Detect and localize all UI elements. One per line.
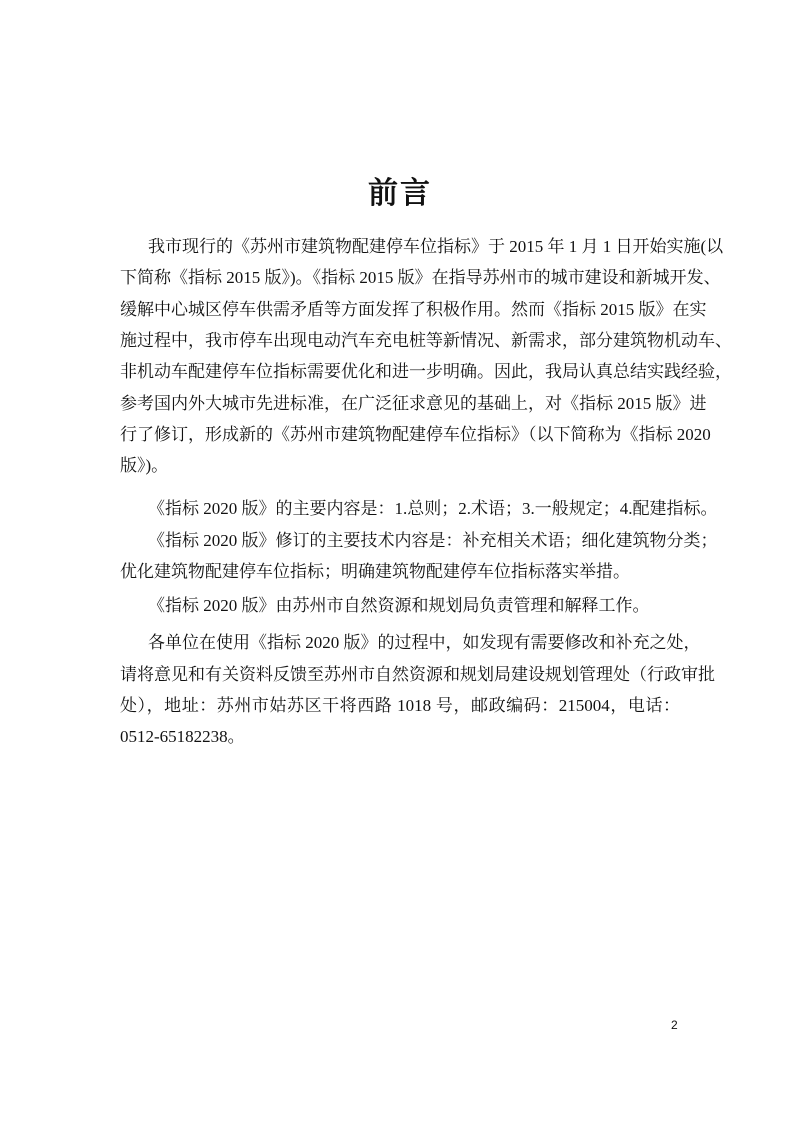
text-line: 下简称《指标 2015 版》)。《指标 2015 版》在指导苏州市的城市建设和新城开发、 xyxy=(120,268,721,287)
text-line: 《指标 2020 版》修订的主要技术内容是：补充相关术语；细化建筑物分类； xyxy=(148,531,718,550)
page-number: 2 xyxy=(671,1018,678,1032)
text-line: 各单位在使用《指标 2020 版》的过程中，如发现有需要修改和补充之处， xyxy=(148,633,701,652)
text-line: 《指标 2020 版》的主要内容是：1.总则；2.术语；3.一般规定；4.配建指标。 xyxy=(148,499,718,518)
text-line: 缓解中心城区停车供需矛盾等方面发挥了积极作用。然而《指标 2015 版》在实 xyxy=(120,300,707,319)
text-line: 0512-65182238。 xyxy=(120,727,245,746)
text-line: 行了修订，形成新的《苏州市建筑物配建停车位指标》（以下简称为《指标 2020 xyxy=(120,425,711,444)
text-line: 参考国内外大城市先进标准，在广泛征求意见的基础上，对《指标 2015 版》进 xyxy=(120,394,707,413)
page-title: 前言 xyxy=(368,176,432,211)
text-line: 请将意见和有关资料反馈至苏州市自然资源和规划局建设规划管理处（行政审批 xyxy=(120,665,715,684)
text-line: 处），地址：苏州市姑苏区干将西路 1018 号，邮政编码：215004，电话： xyxy=(120,696,680,715)
text-line: 我市现行的《苏州市建筑物配建停车位指标》于 2015 年 1 月 1 日开始实施(以 xyxy=(148,237,724,256)
text-line: 《指标 2020 版》由苏州市自然资源和规划局负责管理和解释工作。 xyxy=(148,596,650,615)
text-line: 施过程中，我市停车出现电动汽车充电桩等新情况、新需求，部分建筑物机动车、 xyxy=(120,331,732,350)
text-line: 版》)。 xyxy=(120,456,169,475)
text-line: 优化建筑物配建停车位指标；明确建筑物配建停车位指标落实举措。 xyxy=(120,562,630,581)
text-line: 非机动车配建停车位指标需要优化和进一步明确。因此，我局认真总结实践经验， xyxy=(120,362,732,381)
